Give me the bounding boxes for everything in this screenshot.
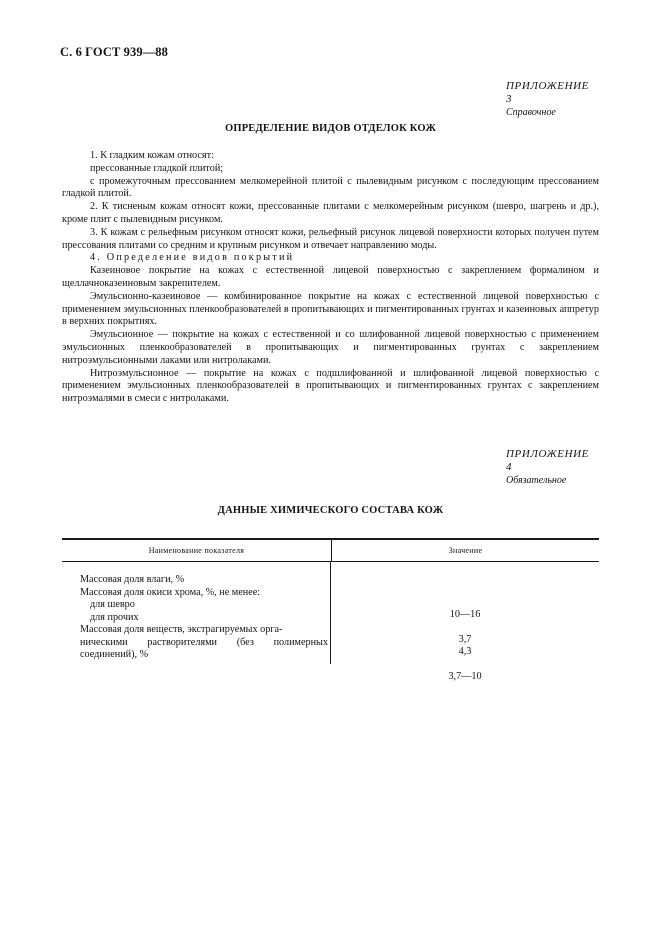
table-row-label: для прочих — [90, 611, 139, 623]
paragraph-heading: 4. Определение видов покрытий — [90, 252, 295, 264]
paragraph: прессованные гладкой плитой; — [90, 162, 224, 174]
column-header-indicator: Наименование показателя — [62, 540, 332, 561]
appendix-4-label — [506, 448, 594, 487]
paragraph: 1. К гладким кожам относят: — [90, 150, 214, 161]
table-row-label: ническими растворителями (без полимерных — [80, 636, 328, 648]
table-cell-value: 4,3 — [458, 646, 472, 657]
page-header: С. 6 ГОСТ 939—88 — [60, 45, 169, 59]
indicator-column — [62, 562, 331, 664]
table-row-label: Массовая доля влаги, % — [80, 574, 185, 585]
paragraph: с промежуточным прессованием мелкомерейной плитой с пылевидным рисунком с последующим прессованием гладкой плитой. — [62, 175, 599, 200]
section-1-body — [62, 150, 599, 406]
table-cell-value: 10—16 — [449, 609, 481, 620]
paragraph: 3. К кожам с рельефным рисунком относят кожи, рельефный рисунок лицевой поверхности которых получен путем прессования плитами со средним и крупным рисунком и отвечает направлению моды. — [62, 226, 599, 251]
table-row-label: для шевро — [90, 599, 135, 610]
paragraph: Казеиновое покрытие на кожах с естественной лицевой поверхностью с закреплением формалином и щеллачноказеиновым закрепителем. — [62, 265, 599, 289]
table-header — [62, 540, 599, 562]
table-row-label: соединений), % — [80, 649, 149, 660]
section-1-title: ОПРЕДЕЛЕНИЕ ВИДОВ ОТДЕЛОК КОЖ — [224, 123, 437, 134]
appendix-4-status: Обязательное — [506, 475, 567, 486]
table-row-label: Массовая доля окиси хрома, %, не менее: — [80, 586, 261, 598]
appendix-3-label — [506, 80, 594, 119]
paragraph: Нитроэмульсионное — покрытие на кожах с подшлифованной и шлифованной лицевой поверхностью с применением эмульсионных пленкообразователей в пропитывающих и пигментированных грунтах с закреплением нитроэмалями в смеси с нитролаками. — [62, 367, 599, 405]
paragraph: Эмульсионно-казеиновое — комбинированное покрытие на кожах с естественной лицевой поверхностью с применением эмульсионных пленкообразователей в пропитывающих и пигментированных грунтах и казеиновых аппретур в верхних покрытиях. — [62, 290, 599, 328]
appendix-4-title: ПРИЛОЖЕНИЕ 4 — [506, 448, 589, 473]
value-column — [331, 562, 599, 682]
table-row-label: Массовая доля веществ, экстрагируемых орга- — [80, 624, 283, 635]
paragraph: 2. К тисненым кожам относят кожи, прессованные плитами с мелкомерейным рисунком (шевро, шагрень и др.), кроме плит с пылевидным рисунком. — [62, 201, 599, 225]
paragraph: Эмульсионное — покрытие на кожах с естественной и со шлифованной лицевой поверхностью с применением эмульсионных пленкообразователей в пропитывающих и пигментированных грунтах с закреплением нитроэмульсионными лаками или нитролаками. — [62, 329, 599, 366]
table-cell-value: 3,7—10 — [448, 671, 482, 682]
section-2-title: ДАННЫЕ ХИМИЧЕСКОГО СОСТАВА КОЖ — [217, 505, 444, 516]
table-body — [62, 562, 599, 682]
chemical-composition-table — [62, 538, 599, 682]
column-header-value: Значение — [448, 546, 483, 555]
table-cell-value: 3,7 — [458, 634, 472, 645]
appendix-3-title: ПРИЛОЖЕНИЕ 3 — [506, 80, 589, 105]
appendix-3-status: Справочное — [506, 107, 556, 118]
